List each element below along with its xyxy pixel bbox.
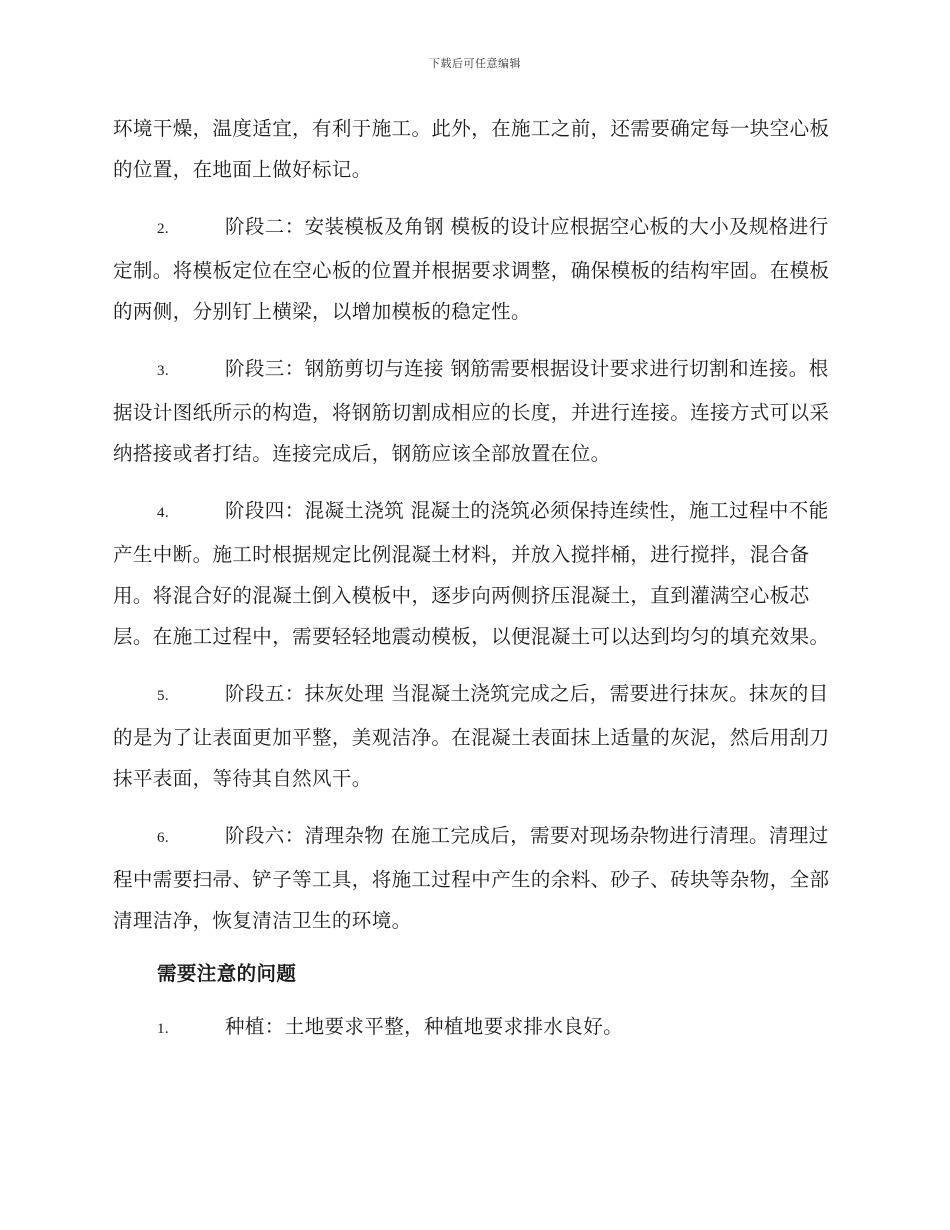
stage-text: 阶段六：清理杂物 在施工完成后，需要对现场杂物进行清理。清理过程中需要扫帚、铲子等工具，将施工过程中产生的余料、砂子、砖块等杂物，全部清理洁净，恢复清洁卫生的环境。	[113, 824, 830, 932]
stage-item	[113, 673, 841, 799]
stage-item	[113, 815, 841, 941]
stage-number: 4.	[157, 505, 170, 521]
stage-item	[113, 206, 841, 332]
stage-number: 3.	[157, 363, 170, 379]
stage-number: 2.	[157, 221, 170, 237]
stage-number: 6.	[157, 830, 170, 846]
stage-text: 阶段二：安装模板及角钢 模板的设计应根据空心板的大小及规格进行定制。将模板定位在空心板的位置并根据要求调整，确保模板的结构牢固。在模板的两侧，分别钉上横梁，以增加模板的稳定性。	[113, 215, 830, 323]
note-item	[113, 1006, 841, 1050]
stage-text: 阶段五：抹灰处理 当混凝土浇筑完成之后，需要进行抹灰。抹灰的目的是为了让表面更加平整，美观洁净。在混凝土表面抹上适量的灰泥，然后用刮刀抹平表面，等待其自然风干。	[113, 682, 830, 790]
stage-number: 5.	[157, 688, 170, 704]
page-header: 下载后可任意编辑	[429, 57, 521, 70]
stage-text: 阶段三：钢筋剪切与连接 钢筋需要根据设计要求进行切割和连接。根据设计图纸所示的构造，将钢筋切割成相应的长度，并进行连接。连接方式可以采纳搭接或者打结。连接完成后，钢筋应该全部放置在位。	[113, 357, 830, 465]
stage-item	[113, 490, 841, 657]
note-number: 1.	[157, 1021, 170, 1037]
intro-paragraph: 环境干燥，温度适宜，有利于施工。此外，在施工之前，还需要确定每一块空心板的位置，在地面上做好标记。	[113, 117, 830, 181]
document-body	[113, 108, 841, 1066]
note-text: 种植：土地要求平整，种植地要求排水良好。	[225, 1015, 624, 1038]
stage-text: 阶段四：混凝土浇筑 混凝土的浇筑必须保持连续性，施工过程中不能产生中断。施工时根据规定比例混凝土材料，并放入搅拌桶，进行搅拌，混合备用。将混合好的混凝土倒入模板中，逐步向两侧挤压混凝土，直到灌满空心板芯层。在施工过程中，需要轻轻地震动模板，以便混凝土可以达到均匀的填充效果。	[113, 499, 830, 648]
stage-item	[113, 348, 841, 474]
section-heading: 需要注意的问题	[157, 962, 297, 985]
